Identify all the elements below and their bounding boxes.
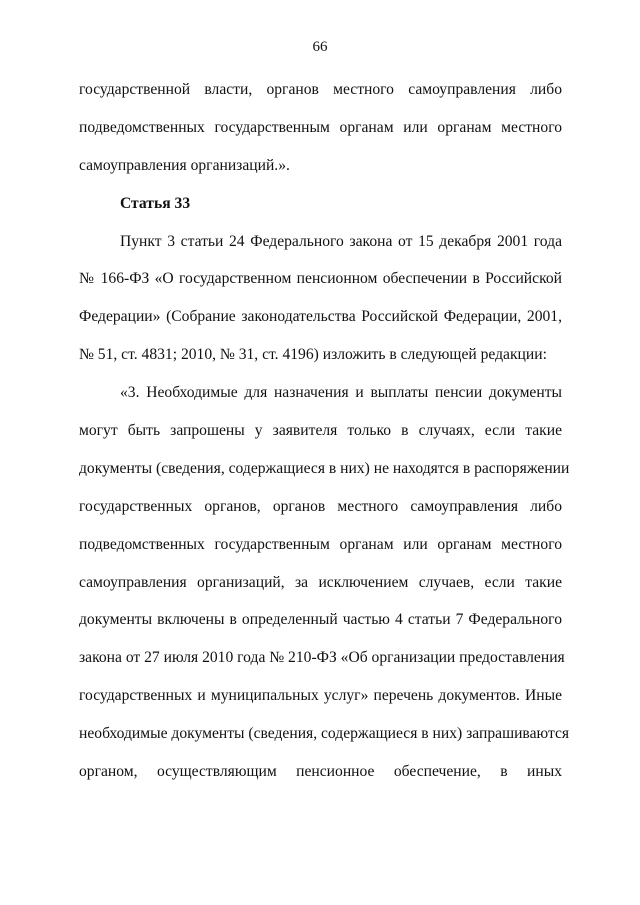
page-number: 66: [312, 39, 328, 55]
paragraph-continuation: [79, 71, 562, 185]
text-line: государственной власти, органов местного самоуправления либо: [79, 81, 562, 98]
text-line: № 51, ст. 4831; 2010, № 31, ст. 4196) изложить в следующей редакции:: [79, 346, 547, 364]
text-line: № 166-ФЗ «О государственном пенсионном обеспечении в Российской: [79, 270, 562, 288]
text-line: государственных органов, органов местного самоуправления либо: [79, 497, 562, 515]
article-heading: Статья 33: [120, 194, 191, 212]
text-line: могут быть запрошены у заявителя только в случаях, если такие: [79, 422, 562, 440]
text-line: подведомственных государственным органам или органам местного: [79, 535, 562, 553]
text-line: самоуправления организаций, за исключением случаев, если такие: [79, 573, 562, 591]
text-line: государственных и муниципальных услуг» перечень документов. Иные: [79, 687, 562, 705]
text-line: самоуправления организаций.».: [79, 156, 290, 174]
text-line: «3. Необходимые для назначения и выплаты пенсии документы: [120, 384, 562, 402]
text-line: Федерации» (Собрание законодательства Российской Федерации, 2001,: [79, 308, 562, 326]
text-line: органом, осуществляющим пенсионное обеспечение, в иных: [79, 763, 562, 781]
text-line: подведомственных государственным органам или органам местного: [79, 118, 562, 136]
text-line: закона от 27 июля 2010 года № 210-ФЗ «Об организации предоставления: [79, 649, 565, 667]
text-line: необходимые документы (сведения, содержащиеся в них) запрашиваются: [79, 725, 570, 743]
text-line: документы включены в определенный частью 4 статьи 7 Федерального: [79, 611, 562, 629]
text-line: документы (сведения, содержащиеся в них) не находятся в распоряжении: [79, 459, 570, 477]
text-line: Пункт 3 статьи 24 Федерального закона от 15 декабря 2001 года: [120, 232, 562, 250]
paragraph-amendment-intro: [79, 223, 562, 375]
document-body: [79, 71, 570, 791]
paragraph-quoted-text: [79, 374, 570, 791]
